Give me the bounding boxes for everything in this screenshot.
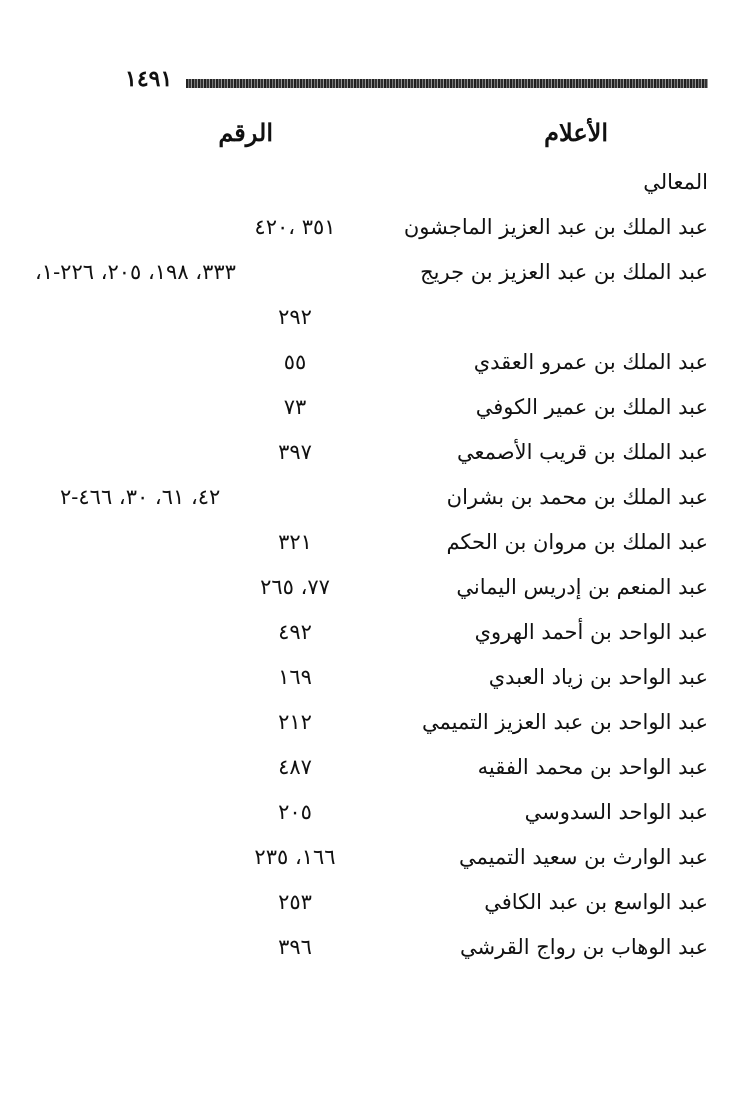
entry-name: عبد الواحد بن زياد العبدي — [488, 665, 708, 689]
index-row — [40, 530, 708, 566]
entry-number: ٣٥١ ،٤٢٠ — [254, 215, 336, 239]
entry-name: عبد الواحد السدوسي — [524, 800, 708, 824]
index-row — [40, 665, 708, 701]
entry-name: عبد الواحد بن أحمد الهروي — [474, 620, 708, 644]
header-rule — [186, 79, 708, 88]
entry-name: المعالي — [643, 170, 708, 194]
entry-number: ٣٢١ — [278, 530, 312, 554]
entry-number: ٧٧، ٢٦٥ — [260, 575, 330, 599]
index-row — [40, 575, 708, 611]
entry-name: عبد الملك بن عمير الكوفي — [475, 395, 708, 419]
index-row — [40, 800, 708, 836]
entry-name: عبد الوارث بن سعيد التميمي — [458, 845, 708, 869]
entry-number: ٢٩٢ — [278, 305, 312, 329]
entry-name: عبد الملك بن مروان بن الحكم — [446, 530, 708, 554]
entry-name: عبد الملك بن عبد العزيز الماجشون — [403, 215, 708, 239]
index-row — [40, 890, 708, 926]
entry-number: ٣٩٦ — [278, 935, 312, 959]
index-row — [40, 440, 708, 476]
entry-number: ١٦٦، ٢٣٥ — [254, 845, 336, 869]
column-header-numbers: الرقم — [218, 118, 273, 147]
index-row — [40, 215, 708, 251]
index-row — [40, 350, 708, 386]
entry-number: ٥٥ — [283, 350, 307, 374]
entry-number: ٤٩٢ — [278, 620, 312, 644]
entry-number: ٢٥٣ — [278, 890, 312, 914]
page-number: ١٤٩١ — [125, 66, 173, 92]
entry-number: ٣٣٣، ١٩٨، ٢٠٥، ٢٢٦-١، — [35, 260, 236, 284]
column-header-names: الأعلام — [544, 118, 608, 147]
entry-name: عبد الواحد بن محمد الفقيه — [477, 755, 708, 779]
entry-number: ٣٩٧ — [278, 440, 312, 464]
entry-number: ٤٢، ٦١، ٣٠، ٤٦٦-٢ — [60, 485, 221, 509]
index-row — [40, 935, 708, 971]
entry-number: ٤٨٧ — [278, 755, 312, 779]
entry-name: عبد الملك بن عبد العزيز بن جريج — [420, 260, 708, 284]
index-row — [40, 710, 708, 746]
entry-name: عبد الملك بن محمد بن بشران — [446, 485, 708, 509]
index-row — [40, 485, 708, 521]
index-row — [40, 845, 708, 881]
entry-number: ٢٠٥ — [278, 800, 312, 824]
entry-name: عبد الملك بن عمرو العقدي — [473, 350, 708, 374]
entry-name: عبد الواحد بن عبد العزيز التميمي — [422, 710, 708, 734]
entry-name: عبد المنعم بن إدريس اليماني — [456, 575, 708, 599]
index-row — [40, 620, 708, 656]
entry-number: ١٦٩ — [278, 665, 312, 689]
index-row — [35, 260, 708, 296]
entry-name: عبد الواسع بن عبد الكافي — [484, 890, 708, 914]
index-row — [40, 395, 708, 431]
entry-name: عبد الوهاب بن رواج القرشي — [460, 935, 708, 959]
entry-name: عبد الملك بن قريب الأصمعي — [457, 440, 708, 464]
index-row — [40, 305, 708, 341]
entry-number: ٧٣ — [283, 395, 307, 419]
entry-number: ٢١٢ — [278, 710, 312, 734]
index-row — [40, 755, 708, 791]
index-row — [40, 170, 708, 206]
